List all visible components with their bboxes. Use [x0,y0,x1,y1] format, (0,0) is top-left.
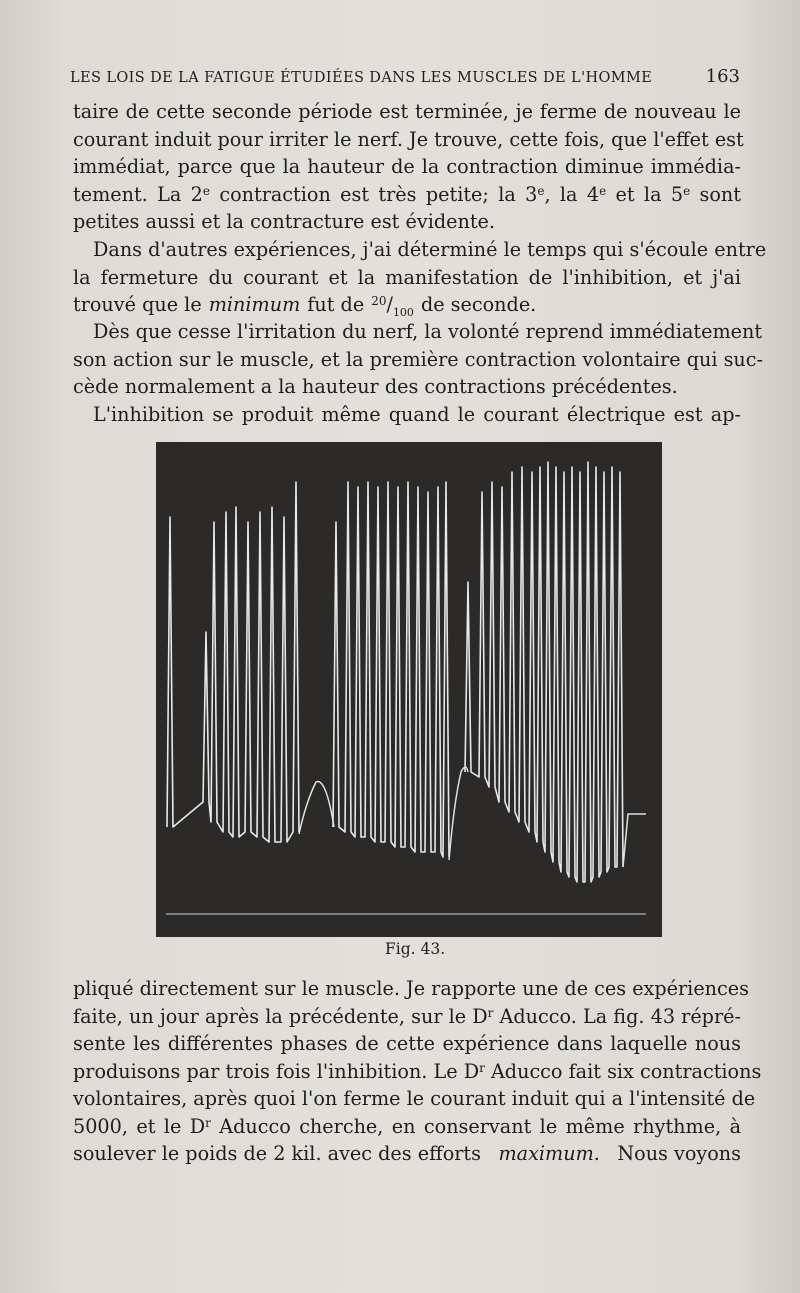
paragraph-2 [73,236,767,319]
text-line: 5000, et le $D^r$ Aducco cherche, en conservant le même rhythme, à [73,1114,742,1138]
text-line: courant induit pour irriter le nerf. Je trouve, cette fois, que l'effet est [73,127,744,151]
text-line: son action sur le muscle, et la première contraction volontaire qui suc- [73,347,764,371]
fraction: $^{20}/_{100}$ [371,293,414,319]
contraction-series-2 [333,482,449,857]
text-line-italic [73,1140,741,1168]
fraction-numerator: 20 [371,294,387,308]
italic-word: maximum. [498,1142,600,1165]
text-segment: de seconde. [420,293,537,316]
relaxation-curve-2 [449,767,468,860]
text-segment: trouvé que le [73,293,202,316]
contraction-series-1 [167,482,299,842]
relaxation-curve-1 [299,782,334,834]
fraction-denominator: 100 [392,305,414,319]
text-line: L'inhibition se produit même quand le courant électrique est ap- [93,403,741,426]
text-line: Dès que cesse l'irritation du nerf, la volonté reprend immédiatement [93,320,763,343]
figure-caption: Fig. 43. [385,940,446,958]
text-line: taire de cette seconde période est terminée, je ferme de nouveau le [73,100,741,123]
text-line: sente les différentes phases de cette expérience dans laquelle nous [73,1032,741,1055]
text-line: faite, un jour après la précédente, sur le $D^r$ Aducco. La fig. 43 répré- [73,1004,741,1028]
text-line: Dans d'autres expériences, j'ai déterminé le temps qui s'écoule entre [93,238,767,261]
page-number: 163 [705,66,740,87]
text-line: cède normalement a la hauteur des contractions précédentes. [73,375,678,398]
paragraph-4 [73,401,741,429]
text-segment: Nous voyons [617,1142,741,1165]
text-segment: soulever le poids de 2 kil. avec des efforts [73,1142,481,1165]
ergogram-trace [156,442,662,937]
contraction-series-3 [465,462,623,882]
paragraph-4-continued [73,975,762,1168]
text-line: petites aussi et la contracture est évidente. [73,210,495,233]
text-line: produisons par trois fois l'inhibition. Le $D^r$ Aducco fait six contractions [73,1059,762,1083]
text-line: volontaires, après quoi l'on ferme le courant induit qui a l'intensité de [73,1087,756,1110]
figure-43-ergogram [156,442,662,937]
text-line-fraction [73,291,741,319]
text-line: immédiat, parce que la hauteur de la contraction diminue immédia- [73,155,741,178]
trace-end [623,814,646,867]
text-line: tement. La 2e contraction est très petite; la 3e, la 4e et la 5e sont [73,182,742,206]
paragraph-3 [73,318,764,401]
text-line: la fermeture du courant et la manifestation de l'inhibition, et j'ai [73,265,741,289]
running-title: LES LOIS DE LA FATIGUE ÉTUDIÉES DANS LES MUSCLES DE L'HOMME [70,70,653,86]
text-segment: fut de [307,293,365,316]
paragraph-1 [73,98,744,236]
running-head [70,66,740,90]
italic-word: minimum [208,293,301,316]
text-line: pliqué directement sur le muscle. Je rapporte une de ces expériences [73,977,749,1000]
